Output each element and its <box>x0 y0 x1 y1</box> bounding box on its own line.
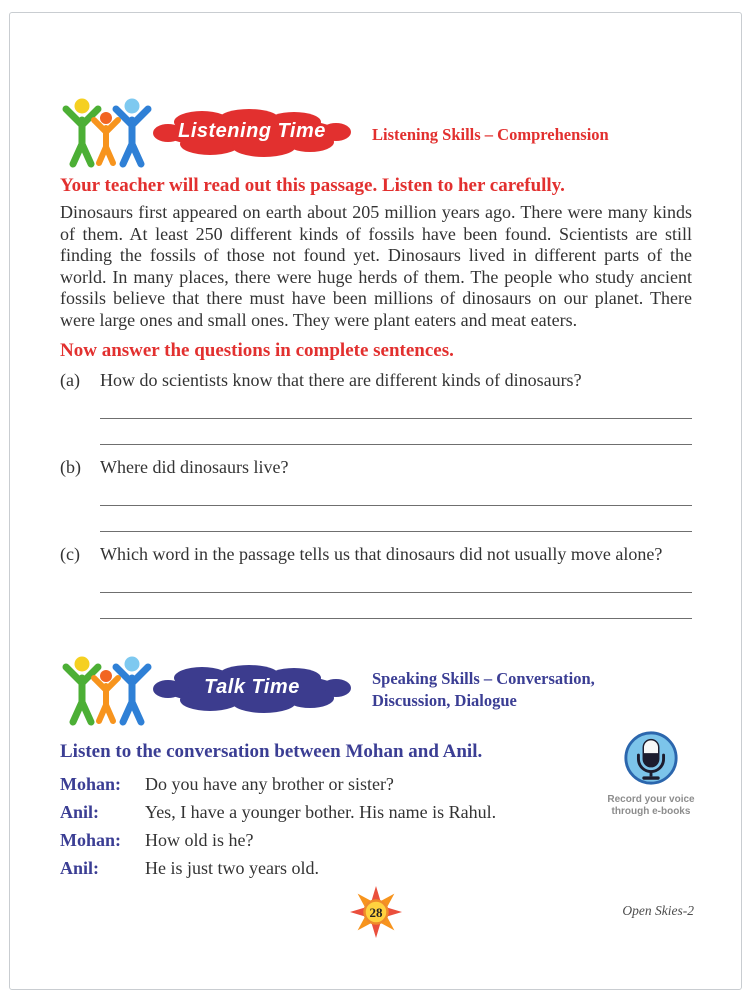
question-item-b <box>60 456 692 532</box>
talk-section-header <box>60 652 692 728</box>
talk-time-badge-label: Talk Time <box>204 676 300 698</box>
question-item-a <box>60 369 692 445</box>
page-number: 28 <box>369 905 383 920</box>
listening-time-badge <box>152 108 352 158</box>
question-label: (b) <box>60 457 81 477</box>
question-label: (c) <box>60 544 80 564</box>
speaker-name: Anil: <box>60 858 100 878</box>
speaker-name: Anil: <box>60 802 100 822</box>
speaking-skills-line-1: Speaking Skills – Conversation, <box>372 669 595 688</box>
speaking-skills-line-2: Discussion, Dialogue <box>372 691 517 710</box>
dialogue-text: Yes, I have a younger bother. His name is Rahul. <box>145 802 497 822</box>
listening-instruction: Your teacher will read out this passage. Listen to her carefully. <box>60 175 565 196</box>
dialogue-text: Do you have any brother or sister? <box>145 774 394 794</box>
dialogue-text: How old is he? <box>145 830 254 850</box>
answer-line <box>100 393 692 419</box>
dialogue-text: He is just two years old. <box>145 858 319 878</box>
talk-instruction: Listen to the conversation between Mohan and Anil. <box>60 741 483 762</box>
listening-time-badge-label: Listening Time <box>178 120 326 142</box>
children-holding-hands-icon <box>54 94 158 173</box>
question-item-c <box>60 543 692 619</box>
starburst-sun-icon <box>348 884 404 945</box>
record-caption-line-1: Record your voice <box>607 794 695 805</box>
book-title: Open Skies-2 <box>622 903 694 918</box>
passage-text: Dinosaurs first appeared on earth about 205 million years ago. There were many kinds of them. At least 250 different kinds of fossils have been found. Scientists are still finding the fossils of those not found yet. Dinosaurs lived in different parts of the world. In many places, there were huge herds of them. The people who study ancient fossils believe that there must have been millions of dinosaurs on our planet. There were large ones and small ones. They were plant eaters and meat eaters. <box>60 202 692 330</box>
speaking-skills-label <box>372 668 595 712</box>
question-text: How do scientists know that there are different kinds of dinosaurs? <box>100 370 582 390</box>
question-text: Where did dinosaurs live? <box>100 457 289 477</box>
listening-section-header <box>60 94 692 170</box>
record-caption-line-2: through e-books <box>611 806 691 817</box>
speaker-name: Mohan: <box>60 830 122 850</box>
question-text: Which word in the passage tells us that dinosaurs did not usually move alone? <box>100 544 663 564</box>
answer-line <box>100 506 692 532</box>
answer-line <box>100 419 692 445</box>
talk-time-badge <box>152 664 352 714</box>
microphone-icon[interactable] <box>622 774 680 791</box>
record-voice-widget <box>598 729 704 818</box>
children-holding-hands-icon <box>54 652 158 731</box>
record-caption <box>598 794 704 818</box>
answer-line <box>100 567 692 593</box>
listening-section <box>60 94 692 619</box>
listening-skills-label: Listening Skills – Comprehension <box>372 125 609 144</box>
answer-line <box>100 593 692 619</box>
answer-line <box>100 480 692 506</box>
speaker-name: Mohan: <box>60 774 122 794</box>
questions-heading: Now answer the questions in complete sentences. <box>60 340 454 361</box>
question-label: (a) <box>60 370 80 390</box>
